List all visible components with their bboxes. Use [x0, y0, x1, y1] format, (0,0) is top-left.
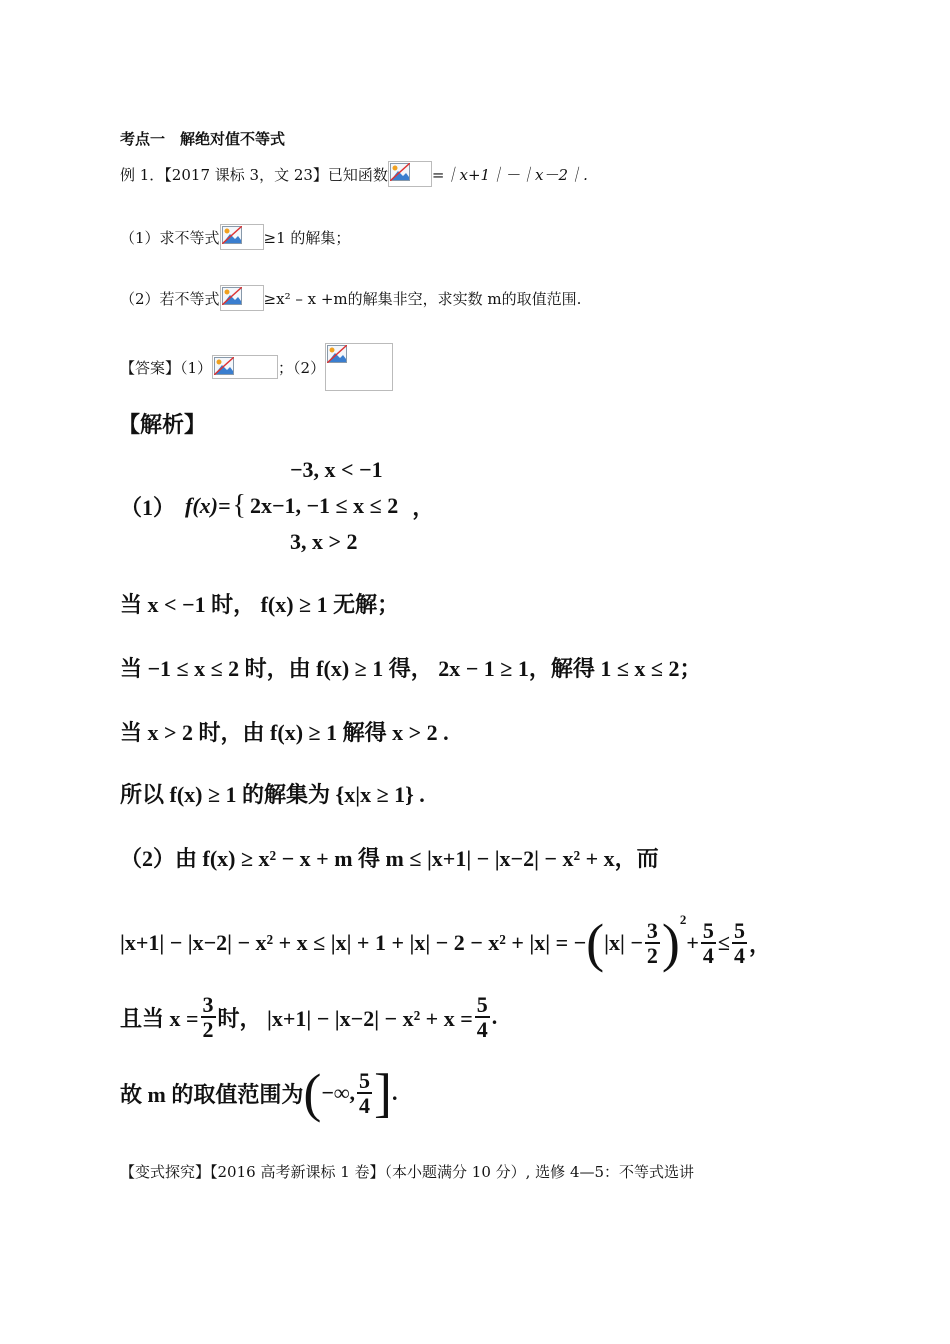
question-2 — [120, 283, 581, 313]
example-line — [120, 160, 588, 188]
q2-suffix: ≥x² – x +m的解集非空，求实数 m的取值范围. — [263, 289, 582, 308]
piecewise-function — [120, 452, 434, 560]
answer-label: 【答案】（1） — [120, 358, 213, 377]
right-paren: ) — [661, 913, 680, 973]
solution-line-1: 当 x < −1 时， f(x) ≥ 1 无解； — [120, 592, 400, 617]
fraction-five-quarters: $\frac{5}{4}$ — [476, 991, 488, 1042]
inequality-chain — [120, 906, 771, 980]
analysis-title: 【解析】 — [118, 413, 207, 438]
ineq-left: |x+1| − |x−2| − x² + x ≤ |x| + 1 + |x| − 2 − x² + |x| = − — [120, 930, 587, 955]
right-bracket: ] — [374, 1063, 393, 1123]
example-function: =｜x+1｜－｜x－2｜. — [431, 165, 588, 184]
range-inner: −∞, — [321, 1080, 356, 1105]
when-middle: 时， |x+1| − |x−2| − x² + x = — [217, 1005, 473, 1031]
ineq-le: ≤ — [717, 930, 730, 955]
fraction-five-quarters: $\frac{5}{4}$ — [733, 917, 745, 968]
range-prefix: 故 m 的取值范围为 — [120, 1081, 304, 1107]
piecewise-lhs: f(x)= — [185, 493, 231, 518]
question-1 — [120, 222, 350, 252]
range-end: . — [392, 1080, 398, 1105]
solution-line-3: 当 x > 2 时，由 f(x) ≥ 1 解得 x > 2 . — [120, 720, 449, 745]
case-2: 2x−1, −1 ≤ x ≤ 2 — [249, 493, 399, 518]
broken-image-icon — [212, 355, 278, 379]
answer-line — [120, 343, 393, 391]
variant-line: 【变式探究】【2016 高考新课标 1 卷】（本小题满分 10 分）, 选修 4—5：不等式选讲 — [120, 1163, 695, 1181]
case-1: −3, x < −1 — [289, 457, 383, 482]
piecewise-suffix: ， — [412, 494, 435, 520]
when-end: . — [491, 1004, 498, 1029]
section-heading: 考点一 解绝对值不等式 — [120, 130, 286, 148]
when-prefix: 且当 x = — [120, 1005, 199, 1031]
piecewise-cases — [250, 452, 398, 560]
fraction-five-quarters: $\frac{5}{4}$ — [359, 1067, 371, 1118]
left-brace: { — [232, 490, 246, 521]
solution-line-4: 所以 f(x) ≥ 1 的解集为 {x|x ≥ 1} . — [120, 782, 425, 807]
broken-image-icon — [325, 343, 393, 391]
ineq-end: ， — [748, 931, 771, 957]
ineq-inner: |x| − — [604, 930, 643, 955]
case-3: 3, x > 2 — [289, 529, 358, 554]
example-prefix: 例 1．【2017 课标 3，文 23】已知函数 — [120, 165, 388, 184]
equality-line — [120, 986, 497, 1048]
solution-line-2: 当 −1 ≤ x ≤ 2 时，由 f(x) ≥ 1 得， 2x − 1 ≥ 1，解得 1 ≤ x ≤ 2； — [120, 656, 702, 681]
solution-line-5: （2）由 f(x) ≥ x² − x + m 得 m ≤ |x+1| − |x−2| − x² + x，而 — [120, 846, 659, 871]
q2-prefix: （2）若不等式 — [120, 289, 220, 308]
fraction-three-halves: $\frac{3}{2}$ — [646, 917, 658, 968]
fraction-five-quarters: $\frac{5}{4}$ — [702, 917, 714, 968]
square-exponent: 2 — [679, 912, 687, 927]
piecewise-prefix: （1） — [120, 494, 176, 520]
q1-suffix: ≥1 的解集； — [263, 228, 351, 247]
left-paren: ( — [303, 1063, 322, 1123]
ineq-plus: + — [686, 930, 699, 955]
fraction-three-halves: $\frac{3}{2}$ — [202, 991, 214, 1042]
q1-prefix: （1）求不等式 — [120, 228, 220, 247]
answer-separator: ；（2） — [278, 358, 326, 377]
broken-image-icon — [388, 161, 432, 187]
broken-image-icon — [220, 285, 264, 311]
range-line — [120, 1060, 398, 1126]
broken-image-icon — [220, 224, 264, 250]
left-paren: ( — [586, 913, 605, 973]
